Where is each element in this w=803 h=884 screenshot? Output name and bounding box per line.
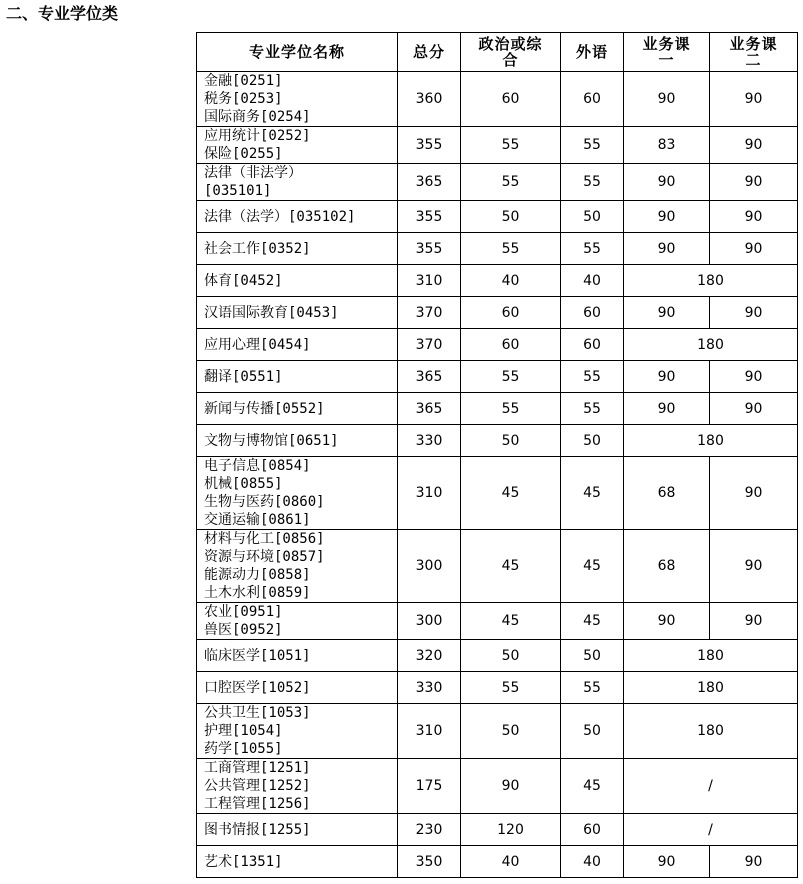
foreign-language-score-cell: 45 <box>561 530 624 603</box>
header-politics <box>461 33 561 72</box>
course2-score-cell: 90 <box>710 297 798 329</box>
degree-name: 汉语国际教育[0453] <box>204 304 339 321</box>
header-course2 <box>710 33 798 72</box>
degree-name-cell <box>197 127 398 164</box>
course2-score-cell: 90 <box>710 530 798 603</box>
course1-score-cell: 90 <box>624 233 710 265</box>
degree-name: 国际商务[0254] <box>204 109 311 125</box>
table-row <box>197 72 798 127</box>
degree-name: 土木水利[0859] <box>204 585 311 601</box>
degree-name-cell <box>197 265 398 297</box>
foreign-language-score-cell: 50 <box>561 640 624 672</box>
total-score-cell: 310 <box>398 265 461 297</box>
total-score-cell: 360 <box>398 72 461 127</box>
total-score-cell: 370 <box>398 297 461 329</box>
total-score-cell: 355 <box>398 233 461 265</box>
course1-score-cell: 90 <box>624 603 710 640</box>
table-row <box>197 759 798 814</box>
degree-name: 体育[0452] <box>204 272 283 289</box>
total-score-cell: 300 <box>398 603 461 640</box>
degree-name-cell <box>197 457 398 530</box>
degree-name: 翻译[0551] <box>204 368 283 385</box>
foreign-language-score-cell: 50 <box>561 425 624 457</box>
degree-name-cell <box>197 164 398 201</box>
combined-course-score-cell: 180 <box>624 672 798 704</box>
combined-course-score-cell: 180 <box>624 329 798 361</box>
degree-name: 税务[0253] <box>204 91 283 107</box>
table-row <box>197 846 798 878</box>
total-score-cell: 365 <box>398 164 461 201</box>
table-row <box>197 164 798 201</box>
foreign-language-score-cell: 55 <box>561 164 624 201</box>
header-politics-line-1: 政治或综 <box>478 35 543 53</box>
combined-course-score-cell: 180 <box>624 640 798 672</box>
degree-name: 农业[0951] <box>204 604 283 620</box>
degree-name-cell <box>197 72 398 127</box>
total-score-cell: 330 <box>398 425 461 457</box>
course2-score-cell: 90 <box>710 393 798 425</box>
politics-score-cell: 60 <box>461 72 561 127</box>
total-score-cell: 310 <box>398 704 461 759</box>
degree-name-cell <box>197 233 398 265</box>
header-course1-line-2: 一 <box>658 51 675 69</box>
degree-name-cell <box>197 814 398 846</box>
degree-name-cell <box>197 846 398 878</box>
combined-course-score-cell: 180 <box>624 704 798 759</box>
politics-score-cell: 60 <box>461 329 561 361</box>
degree-name-cell <box>197 329 398 361</box>
politics-score-cell: 45 <box>461 603 561 640</box>
foreign-language-score-cell: 45 <box>561 603 624 640</box>
total-score-cell: 365 <box>398 361 461 393</box>
total-score-cell: 320 <box>398 640 461 672</box>
table-row <box>197 265 798 297</box>
degree-name: 金融[0251] <box>204 73 283 89</box>
table-row <box>197 127 798 164</box>
politics-score-cell: 55 <box>461 127 561 164</box>
degree-name: 资源与环境[0857] <box>204 549 325 565</box>
degree-name: 应用心理[0454] <box>204 336 311 353</box>
course1-score-cell: 90 <box>624 846 710 878</box>
degree-name-cell <box>197 759 398 814</box>
degree-name: 法律（法学）[035102] <box>204 208 356 225</box>
degree-name-cell <box>197 393 398 425</box>
total-score-cell: 310 <box>398 457 461 530</box>
degree-name-cell <box>197 530 398 603</box>
header-name: 专业学位名称 <box>197 33 398 72</box>
course1-score-cell: 68 <box>624 530 710 603</box>
foreign-language-score-cell: 55 <box>561 233 624 265</box>
foreign-language-score-cell: 45 <box>561 457 624 530</box>
foreign-language-score-cell: 55 <box>561 361 624 393</box>
degree-name-cell <box>197 704 398 759</box>
total-score-cell: 175 <box>398 759 461 814</box>
degree-name: 保险[0255] <box>204 146 283 162</box>
header-total: 总分 <box>398 33 461 72</box>
total-score-cell: 230 <box>398 814 461 846</box>
degree-name: 兽医[0952] <box>204 622 283 638</box>
table-row <box>197 640 798 672</box>
table-body <box>197 72 798 878</box>
degree-name: 文物与博物馆[0651] <box>204 432 339 449</box>
combined-course-score-cell: 180 <box>624 265 798 297</box>
combined-course-score-cell: / <box>624 814 798 846</box>
course1-score-cell: 90 <box>624 297 710 329</box>
course2-score-cell: 90 <box>710 233 798 265</box>
politics-score-cell: 90 <box>461 759 561 814</box>
combined-course-score-cell: 180 <box>624 425 798 457</box>
header-politics-line-2: 合 <box>502 51 519 69</box>
table-row <box>197 704 798 759</box>
table-row <box>197 672 798 704</box>
foreign-language-score-cell: 55 <box>561 127 624 164</box>
course1-score-cell: 90 <box>624 201 710 233</box>
course1-score-cell: 90 <box>624 72 710 127</box>
politics-score-cell: 40 <box>461 846 561 878</box>
table-row <box>197 530 798 603</box>
degree-name: 机械[0855] <box>204 476 283 492</box>
degree-name: 工商管理[1251] <box>204 760 311 776</box>
degree-name: 应用统计[0252] <box>204 128 311 144</box>
politics-score-cell: 45 <box>461 457 561 530</box>
politics-score-cell: 55 <box>461 393 561 425</box>
foreign-language-score-cell: 60 <box>561 72 624 127</box>
degree-name: 口腔医学[1052] <box>204 679 311 696</box>
politics-score-cell: 50 <box>461 640 561 672</box>
total-score-cell: 350 <box>398 846 461 878</box>
course1-score-cell: 90 <box>624 393 710 425</box>
politics-score-cell: 120 <box>461 814 561 846</box>
foreign-language-score-cell: 50 <box>561 704 624 759</box>
foreign-language-score-cell: 60 <box>561 814 624 846</box>
degree-name: 临床医学[1051] <box>204 647 311 664</box>
degree-name: 药学[1055] <box>204 741 283 757</box>
foreign-language-score-cell: 40 <box>561 846 624 878</box>
degree-name: 艺术[1351] <box>204 853 283 870</box>
degree-name: 法律（非法学） <box>204 165 302 181</box>
degree-name: 新闻与传播[0552] <box>204 400 325 417</box>
foreign-language-score-cell: 60 <box>561 297 624 329</box>
course1-score-cell: 90 <box>624 361 710 393</box>
table-row <box>197 425 798 457</box>
foreign-language-score-cell: 55 <box>561 393 624 425</box>
degree-name-cell <box>197 201 398 233</box>
degree-name-cell <box>197 672 398 704</box>
politics-score-cell: 55 <box>461 233 561 265</box>
politics-score-cell: 55 <box>461 672 561 704</box>
header-course2-line-1: 业务课 <box>729 35 778 53</box>
politics-score-cell: 55 <box>461 361 561 393</box>
politics-score-cell: 50 <box>461 201 561 233</box>
degree-name: 能源动力[0858] <box>204 567 311 583</box>
course2-score-cell: 90 <box>710 361 798 393</box>
foreign-language-score-cell: 60 <box>561 329 624 361</box>
score-table <box>196 32 798 878</box>
politics-score-cell: 45 <box>461 530 561 603</box>
politics-score-cell: 60 <box>461 297 561 329</box>
table-row <box>197 814 798 846</box>
degree-name: 图书情报[1255] <box>204 821 311 838</box>
degree-name-cell <box>197 603 398 640</box>
course2-score-cell: 90 <box>710 846 798 878</box>
course1-score-cell: 83 <box>624 127 710 164</box>
degree-name: [035101] <box>204 183 272 199</box>
degree-name: 工程管理[1256] <box>204 796 311 812</box>
table-row <box>197 393 798 425</box>
total-score-cell: 365 <box>398 393 461 425</box>
foreign-language-score-cell: 50 <box>561 201 624 233</box>
header-course2-line-2: 二 <box>745 51 762 69</box>
header-course1-line-1: 业务课 <box>642 35 691 53</box>
total-score-cell: 355 <box>398 201 461 233</box>
degree-name: 材料与化工[0856] <box>204 531 325 547</box>
total-score-cell: 330 <box>398 672 461 704</box>
course1-score-cell: 68 <box>624 457 710 530</box>
header-course1 <box>624 33 710 72</box>
foreign-language-score-cell: 45 <box>561 759 624 814</box>
course1-score-cell: 90 <box>624 164 710 201</box>
politics-score-cell: 50 <box>461 704 561 759</box>
degree-name: 电子信息[0854] <box>204 458 311 474</box>
total-score-cell: 355 <box>398 127 461 164</box>
total-score-cell: 370 <box>398 329 461 361</box>
table-row <box>197 457 798 530</box>
table-row <box>197 329 798 361</box>
degree-name-cell <box>197 297 398 329</box>
table-row <box>197 233 798 265</box>
table-row <box>197 603 798 640</box>
politics-score-cell: 55 <box>461 164 561 201</box>
degree-name-cell <box>197 425 398 457</box>
section-heading: 二、专业学位类 <box>6 4 119 23</box>
course2-score-cell: 90 <box>710 164 798 201</box>
course2-score-cell: 90 <box>710 457 798 530</box>
course2-score-cell: 90 <box>710 127 798 164</box>
degree-name: 交通运输[0861] <box>204 512 311 528</box>
degree-name: 公共卫生[1053] <box>204 705 311 721</box>
header-foreign-language: 外语 <box>561 33 624 72</box>
course2-score-cell: 90 <box>710 201 798 233</box>
foreign-language-score-cell: 55 <box>561 672 624 704</box>
table-row <box>197 361 798 393</box>
table-row <box>197 201 798 233</box>
degree-name: 社会工作[0352] <box>204 240 311 257</box>
total-score-cell: 300 <box>398 530 461 603</box>
politics-score-cell: 50 <box>461 425 561 457</box>
course2-score-cell: 90 <box>710 603 798 640</box>
foreign-language-score-cell: 40 <box>561 265 624 297</box>
degree-name: 公共管理[1252] <box>204 778 311 794</box>
degree-name: 护理[1054] <box>204 723 283 739</box>
degree-name-cell <box>197 640 398 672</box>
degree-name-cell <box>197 361 398 393</box>
degree-name: 生物与医药[0860] <box>204 494 325 510</box>
table-header-row <box>197 33 798 72</box>
combined-course-score-cell: / <box>624 759 798 814</box>
table-row <box>197 297 798 329</box>
politics-score-cell: 40 <box>461 265 561 297</box>
course2-score-cell: 90 <box>710 72 798 127</box>
